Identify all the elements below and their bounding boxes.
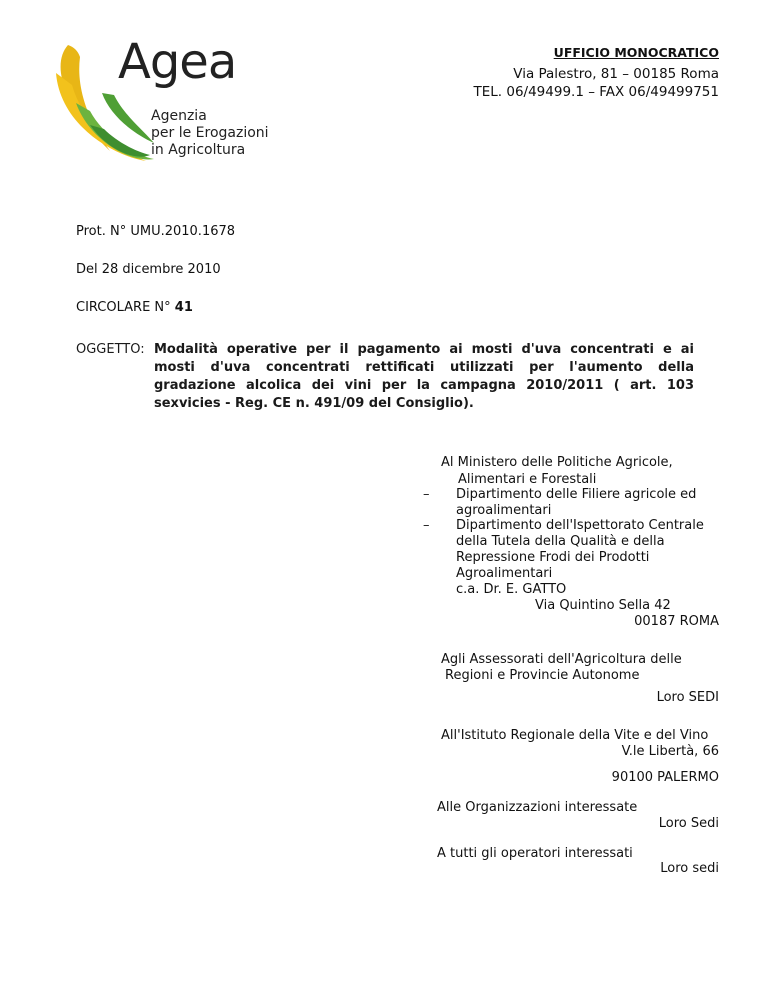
phone-fax-line: TEL. 06/49499.1 – FAX 06/49499751 [473, 84, 719, 100]
list-dash: – [423, 518, 430, 533]
subject-label: OGGETTO: [76, 342, 145, 357]
document-date: Del 28 dicembre 2010 [76, 262, 221, 277]
recipient-regions-line2: Regioni e Provincie Autonome [445, 668, 640, 683]
recipient-ministry-street: Via Quintino Sella 42 [535, 598, 671, 613]
recipient-institute-line1: All'Istituto Regionale della Vite e del Vino [441, 728, 709, 743]
logo-tagline-2: per le Erogazioni [151, 125, 269, 141]
address-line: Via Palestro, 81 – 00185 Roma [513, 66, 719, 82]
recipient-operators: A tutti gli operatori interessati [437, 846, 633, 861]
recipient-regions-line1: Agli Assessorati dell'Agricoltura delle [441, 652, 682, 667]
logo-wordmark: Agea [118, 34, 237, 90]
recipient-institute-street: V.le Libertà, 66 [621, 744, 719, 759]
recipient-institute-city: 90100 PALERMO [611, 770, 719, 785]
list-dash: – [423, 487, 430, 502]
recipient-dept2-line4: Agroalimentari [456, 566, 553, 581]
recipient-dept1-line2: agroalimentari [456, 503, 552, 518]
circular-value: 41 [174, 300, 193, 315]
circular-number [76, 300, 193, 315]
recipient-ministry-city: 00187 ROMA [634, 614, 719, 629]
recipient-ministry-line2: Alimentari e Forestali [458, 472, 597, 487]
logo-tagline-1: Agenzia [151, 108, 207, 124]
protocol-number: Prot. N° UMU.2010.1678 [76, 224, 236, 239]
subject-text: Modalità operative per il pagamento ai mosti d'uva concentrati e ai mosti d'uva concentrati rettificati utilizzati per l'aumento della gradazione alcolica dei vini per la campagna 2010/2011 ( art. 103 sexvicies - Reg. CE n. 491/09 del Consiglio). [154, 342, 694, 411]
logo-tagline-3: in Agricoltura [151, 142, 246, 158]
office-title: UFFICIO MONOCRATICO [553, 45, 719, 60]
recipient-organizations-seat: Loro Sedi [658, 816, 719, 831]
recipient-operators-seat: Loro sedi [660, 861, 719, 876]
recipient-dept2-line1: Dipartimento dell'Ispettorato Centrale [456, 518, 704, 533]
recipient-regions-seat: Loro SEDI [656, 690, 719, 705]
recipient-organizations: Alle Organizzazioni interessate [437, 800, 638, 815]
circular-prefix: CIRCOLARE N° [76, 300, 171, 315]
recipient-ministry-line1: Al Ministero delle Politiche Agricole, [441, 455, 673, 470]
recipient-dept2-line3: Repressione Frodi dei Prodotti [456, 550, 650, 565]
recipient-dept2-line2: della Tutela della Qualità e della [456, 534, 665, 549]
recipient-dept1-line1: Dipartimento delle Filiere agricole ed [456, 487, 697, 502]
recipient-attention: c.a. Dr. E. GATTO [456, 582, 567, 597]
